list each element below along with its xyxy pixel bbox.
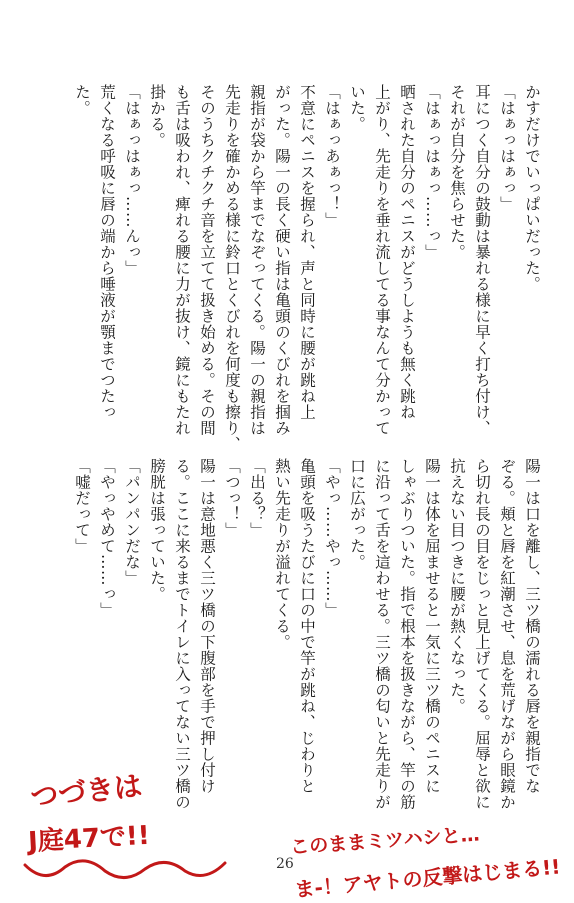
text-line: 膀胱は張っていた。 (148, 458, 166, 602)
handwritten-note-teaser-1: このままミツハシと… (289, 823, 481, 859)
text-line: 熱い先走りが溢れてくる。 (273, 458, 291, 650)
text-line: かすだけでいっぱいだった。 (523, 84, 541, 292)
text-line: 「嘘だって」 (73, 458, 91, 554)
text-line: しゃぶりついた。指で根本を扱きながら、竿の筋 (398, 458, 416, 810)
text-line: 亀頭を吸うたびに口の中で竿が跳ね、じわりと (298, 458, 316, 794)
text-line: た。 (73, 84, 91, 116)
text-line: 「はぁっはぁっ……っ」 (423, 84, 441, 260)
text-line: 抗えない目つきに腰が熱くなった。 (448, 458, 466, 714)
page-number: 26 (276, 856, 294, 872)
text-line: 陽一は口を離し、三ツ橋の濡れる唇を親指でな (523, 458, 541, 794)
text-line: ら切れ長の目をじっと見上げてくる。屈辱と欲に (473, 458, 491, 810)
text-line: 「はぁっはぁっ」 (498, 84, 516, 212)
text-line: 「パンパンだな」 (123, 458, 141, 586)
text-line: る。ここに来るまでトイレに入ってない三ツ橋の (173, 458, 191, 810)
text-line: 晒された自分のペニスがどうしようも無く跳ね (398, 84, 416, 420)
squiggle-underline-icon (20, 855, 240, 885)
text-line: 「やっ……やっ……」 (323, 458, 341, 618)
text-line: 先走りを確かめる様に鈴口とくびれを何度も擦り、 (223, 84, 241, 452)
text-line: 口に広がった。 (348, 458, 366, 570)
text-line: 親指が袋から竿までなぞってくる。陽一の親指は (248, 84, 266, 436)
text-line: 上がり、先走りを垂れ流してる事なんて分かって (373, 84, 391, 436)
text-line: がった。陽一の長く硬い指は亀頭のくびれを掴み (273, 84, 291, 436)
text-line: それが自分を焦らせた。 (448, 84, 466, 260)
top-text-block (69, 84, 544, 452)
text-line: 「つっ！」 (223, 458, 241, 538)
text-line: 「はぁっはぁっ……んっ」 (123, 84, 141, 276)
handwritten-note-continue: つづきは (28, 769, 144, 814)
text-line: いた。 (348, 84, 366, 132)
text-line: 不意にペニスを握られ、声と同時に腰が跳ね上 (298, 84, 316, 420)
text-line: 陽一は意地悪く三ツ橋の下腹部を手で押し付け (198, 458, 216, 794)
text-line: 掛かる。 (148, 84, 166, 148)
text-line: そのうちクチクチ音を立てて扱き始める。その間 (198, 84, 216, 436)
text-line: ぞる。頬と唇を紅潮させ、息を荒げながら眼鏡か (498, 458, 516, 810)
text-line: も舌は吸われ、痺れる腰に力が抜け、鏡にもたれ (173, 84, 191, 436)
text-line: 「はぁっあぁっ！」 (323, 84, 341, 228)
text-line: 「やっやめて……っ」 (98, 458, 116, 618)
text-line: 陽一は体を屈ませると一気に三ツ橋のペニスに (423, 458, 441, 794)
text-line: 荒くなる呼吸に唇の端から唾液が顎までつたっ (98, 84, 116, 420)
handwritten-note-event: J庭47で!! (27, 820, 151, 858)
text-line: 耳につく自分の鼓動は暴れる様に早く打ち付け、 (473, 84, 491, 436)
text-line: に沿って舌を這わせる。三ツ橋の匂いと先走りが (373, 458, 391, 810)
text-line: 「出る？」 (248, 458, 266, 538)
handwritten-note-teaser-2: ま-！アヤトの反撃はじまる!! (293, 854, 562, 902)
